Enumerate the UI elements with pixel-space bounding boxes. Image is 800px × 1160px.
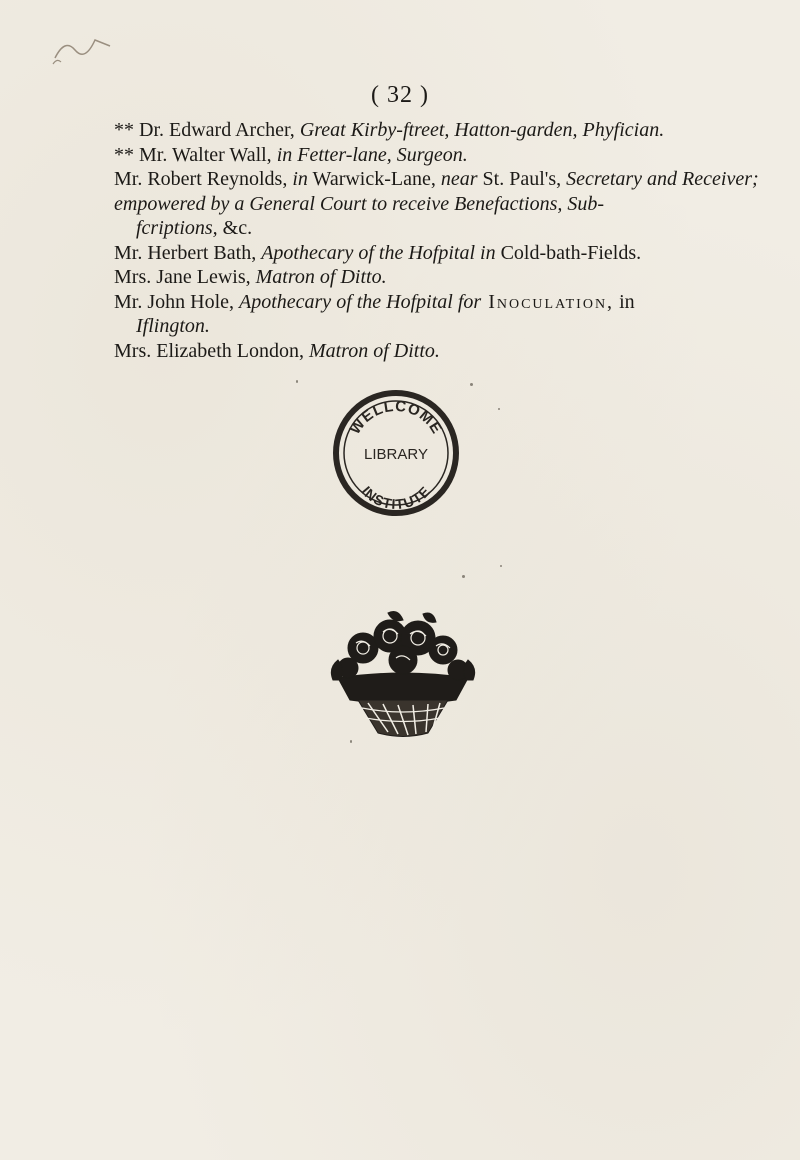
paper-speck bbox=[500, 565, 502, 567]
paper-speck bbox=[462, 575, 465, 578]
page-number: ( 32 ) bbox=[371, 82, 429, 108]
entry-london: Mrs. Elizabeth London, Matron of Ditto. bbox=[114, 339, 440, 362]
paper-speck bbox=[296, 380, 298, 383]
paper-speck bbox=[350, 740, 352, 743]
entry-archer: ** Dr. Edward Archer, Great Kirby-ftreet, Hatton-garden, Phyfician. bbox=[114, 119, 665, 141]
entry-lewis: Mrs. Jane Lewis, Matron of Ditto. bbox=[114, 266, 387, 288]
stamp-top-text: WELLCOME bbox=[346, 397, 446, 438]
library-stamp bbox=[328, 385, 464, 521]
entry-hole: Mr. John Hole, Apothecary of the Hofpital for Inoculation, in Iflington. bbox=[114, 290, 635, 337]
paper-speck bbox=[470, 383, 473, 386]
paper-speck bbox=[498, 408, 500, 410]
entry-reynolds: Mr. Robert Reynolds, in Warwick-Lane, near St. Paul's, Secretary and Receiver; empowered by a General Court to receive Benefactions, Sub- fcriptions, &c. bbox=[114, 168, 759, 239]
entry-wall: ** Mr. Walter Wall, in Fetter-lane, Surgeon. bbox=[114, 143, 468, 166]
basket-of-flowers-ornament bbox=[328, 608, 478, 743]
pencil-mark bbox=[35, 28, 125, 68]
entries-list bbox=[114, 118, 774, 363]
stamp-middle-text: LIBRARY bbox=[364, 446, 428, 463]
entry-bath: Mr. Herbert Bath, Apothecary of the Hofpital in Cold-bath-Fields. bbox=[114, 241, 642, 264]
stamp-bottom-text: INSTITUTE bbox=[358, 482, 434, 513]
